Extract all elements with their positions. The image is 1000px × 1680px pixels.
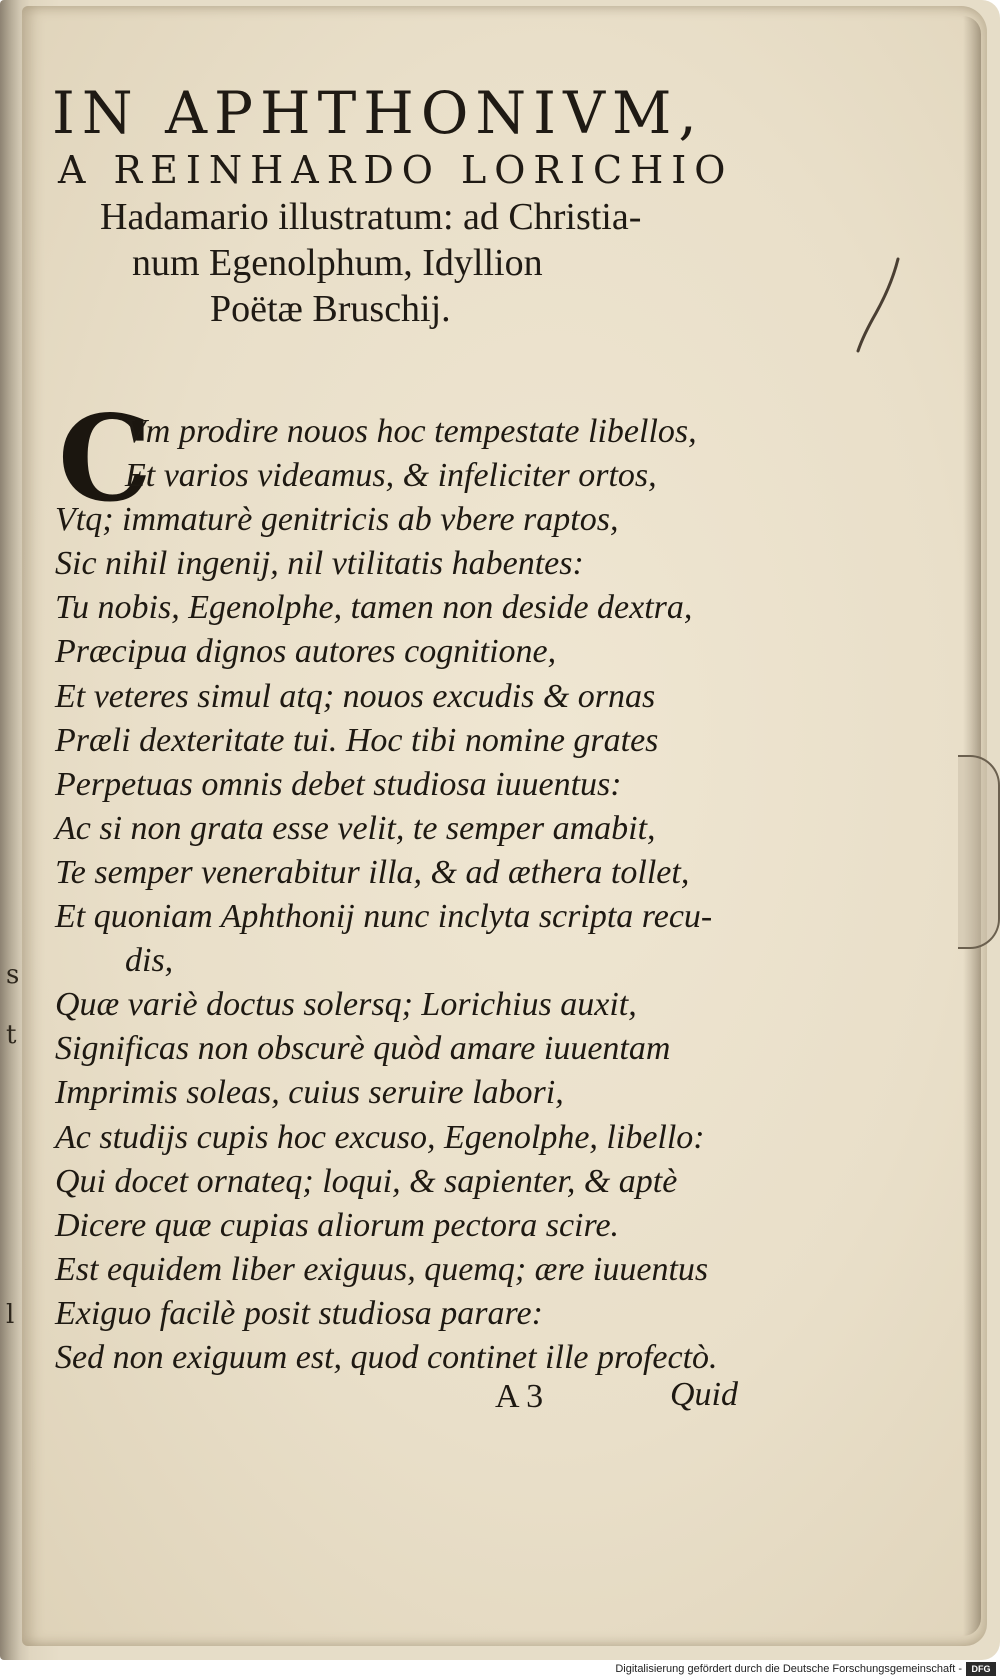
catchword: Quid [670,1376,738,1413]
verse-line: Et quoniam Aphthonij nunc inclyta scripta recu- [55,898,713,936]
title-line-3: Hadamario illustratum: ad Christia- [100,196,642,238]
verse-line: Te semper venerabitur illa, & ad æthera tollet, [55,853,690,891]
verse-line: Est equidem liber exiguus, quemq; ære iuuentus [55,1250,709,1288]
verse-line: Dicere quæ cupias aliorum pectora scire. [55,1206,620,1244]
pencil-mark [850,255,910,355]
signature-mark: A 3 [495,1378,544,1415]
title-block [50,80,750,332]
verse-line: Qui docet ornateq; loqui, & sapienter, & aptè [55,1162,678,1200]
title-line-2: A REINHARDO LORICHIO [58,148,734,192]
verse-line: Imprimis soleas, cuius seruire labori, [55,1074,564,1112]
verse-line: Sic nihil ingenij, nil vtilitatis habentes: [55,545,584,583]
verse-line: Ac si non grata esse velit, te semper amabit, [55,809,656,847]
page-tab [958,755,1000,949]
verse-line: Perpetuas omnis debet studiosa iuuentus: [55,765,622,803]
verse-line: Vtq; immaturè genitricis ab vbere raptos, [55,501,619,539]
title-line-1: IN APHTHONIVM, [52,79,704,147]
verse-line-continuation: dis, [125,942,174,980]
funding-credit: Digitalisierung gefördert durch die Deutsche Forschungsgemeinschaft - [615,1663,962,1675]
verse-line: Vm prodire nouos hoc tempestate libellos, [125,413,697,450]
verse-line: Tu nobis, Egenolphe, tamen non deside dextra, [55,589,693,627]
verse-line: Significas non obscurè quòd amare iuuentam [55,1030,671,1068]
verse-line: Ac studijs cupis hoc excuso, Egenolphe, libello: [55,1118,705,1156]
verse-line: Sed non exiguum est, quod continet ille profectò. [55,1338,718,1376]
spine-mark: t [6,1020,17,1050]
dfg-logo-icon: DFG [966,1662,996,1676]
title-line-4: num Egenolphum, Idyllion [132,242,543,284]
drop-cap: C [58,389,152,528]
footer [0,1660,1000,1680]
title-line-5: Poëtæ Bruschij. [210,288,451,330]
verse-line: Et varios videamus, & infeliciter ortos, [125,457,657,495]
spine-mark: s [6,960,20,990]
verse-line: Præli dexteritate tui. Hoc tibi nomine grates [55,721,659,759]
spine-mark: l [6,1300,15,1330]
spine-marks [2,960,22,1380]
verse-line: Et veteres simul atq; nouos excudis & ornas [55,677,656,715]
poem [55,410,755,1380]
verse-line: Præcipua dignos autores cognitione, [55,633,557,671]
verse-line: Exiguo facilè posit studiosa parare: [55,1294,543,1332]
verse-line: Quæ variè doctus solersq; Lorichius auxit, [55,986,637,1024]
